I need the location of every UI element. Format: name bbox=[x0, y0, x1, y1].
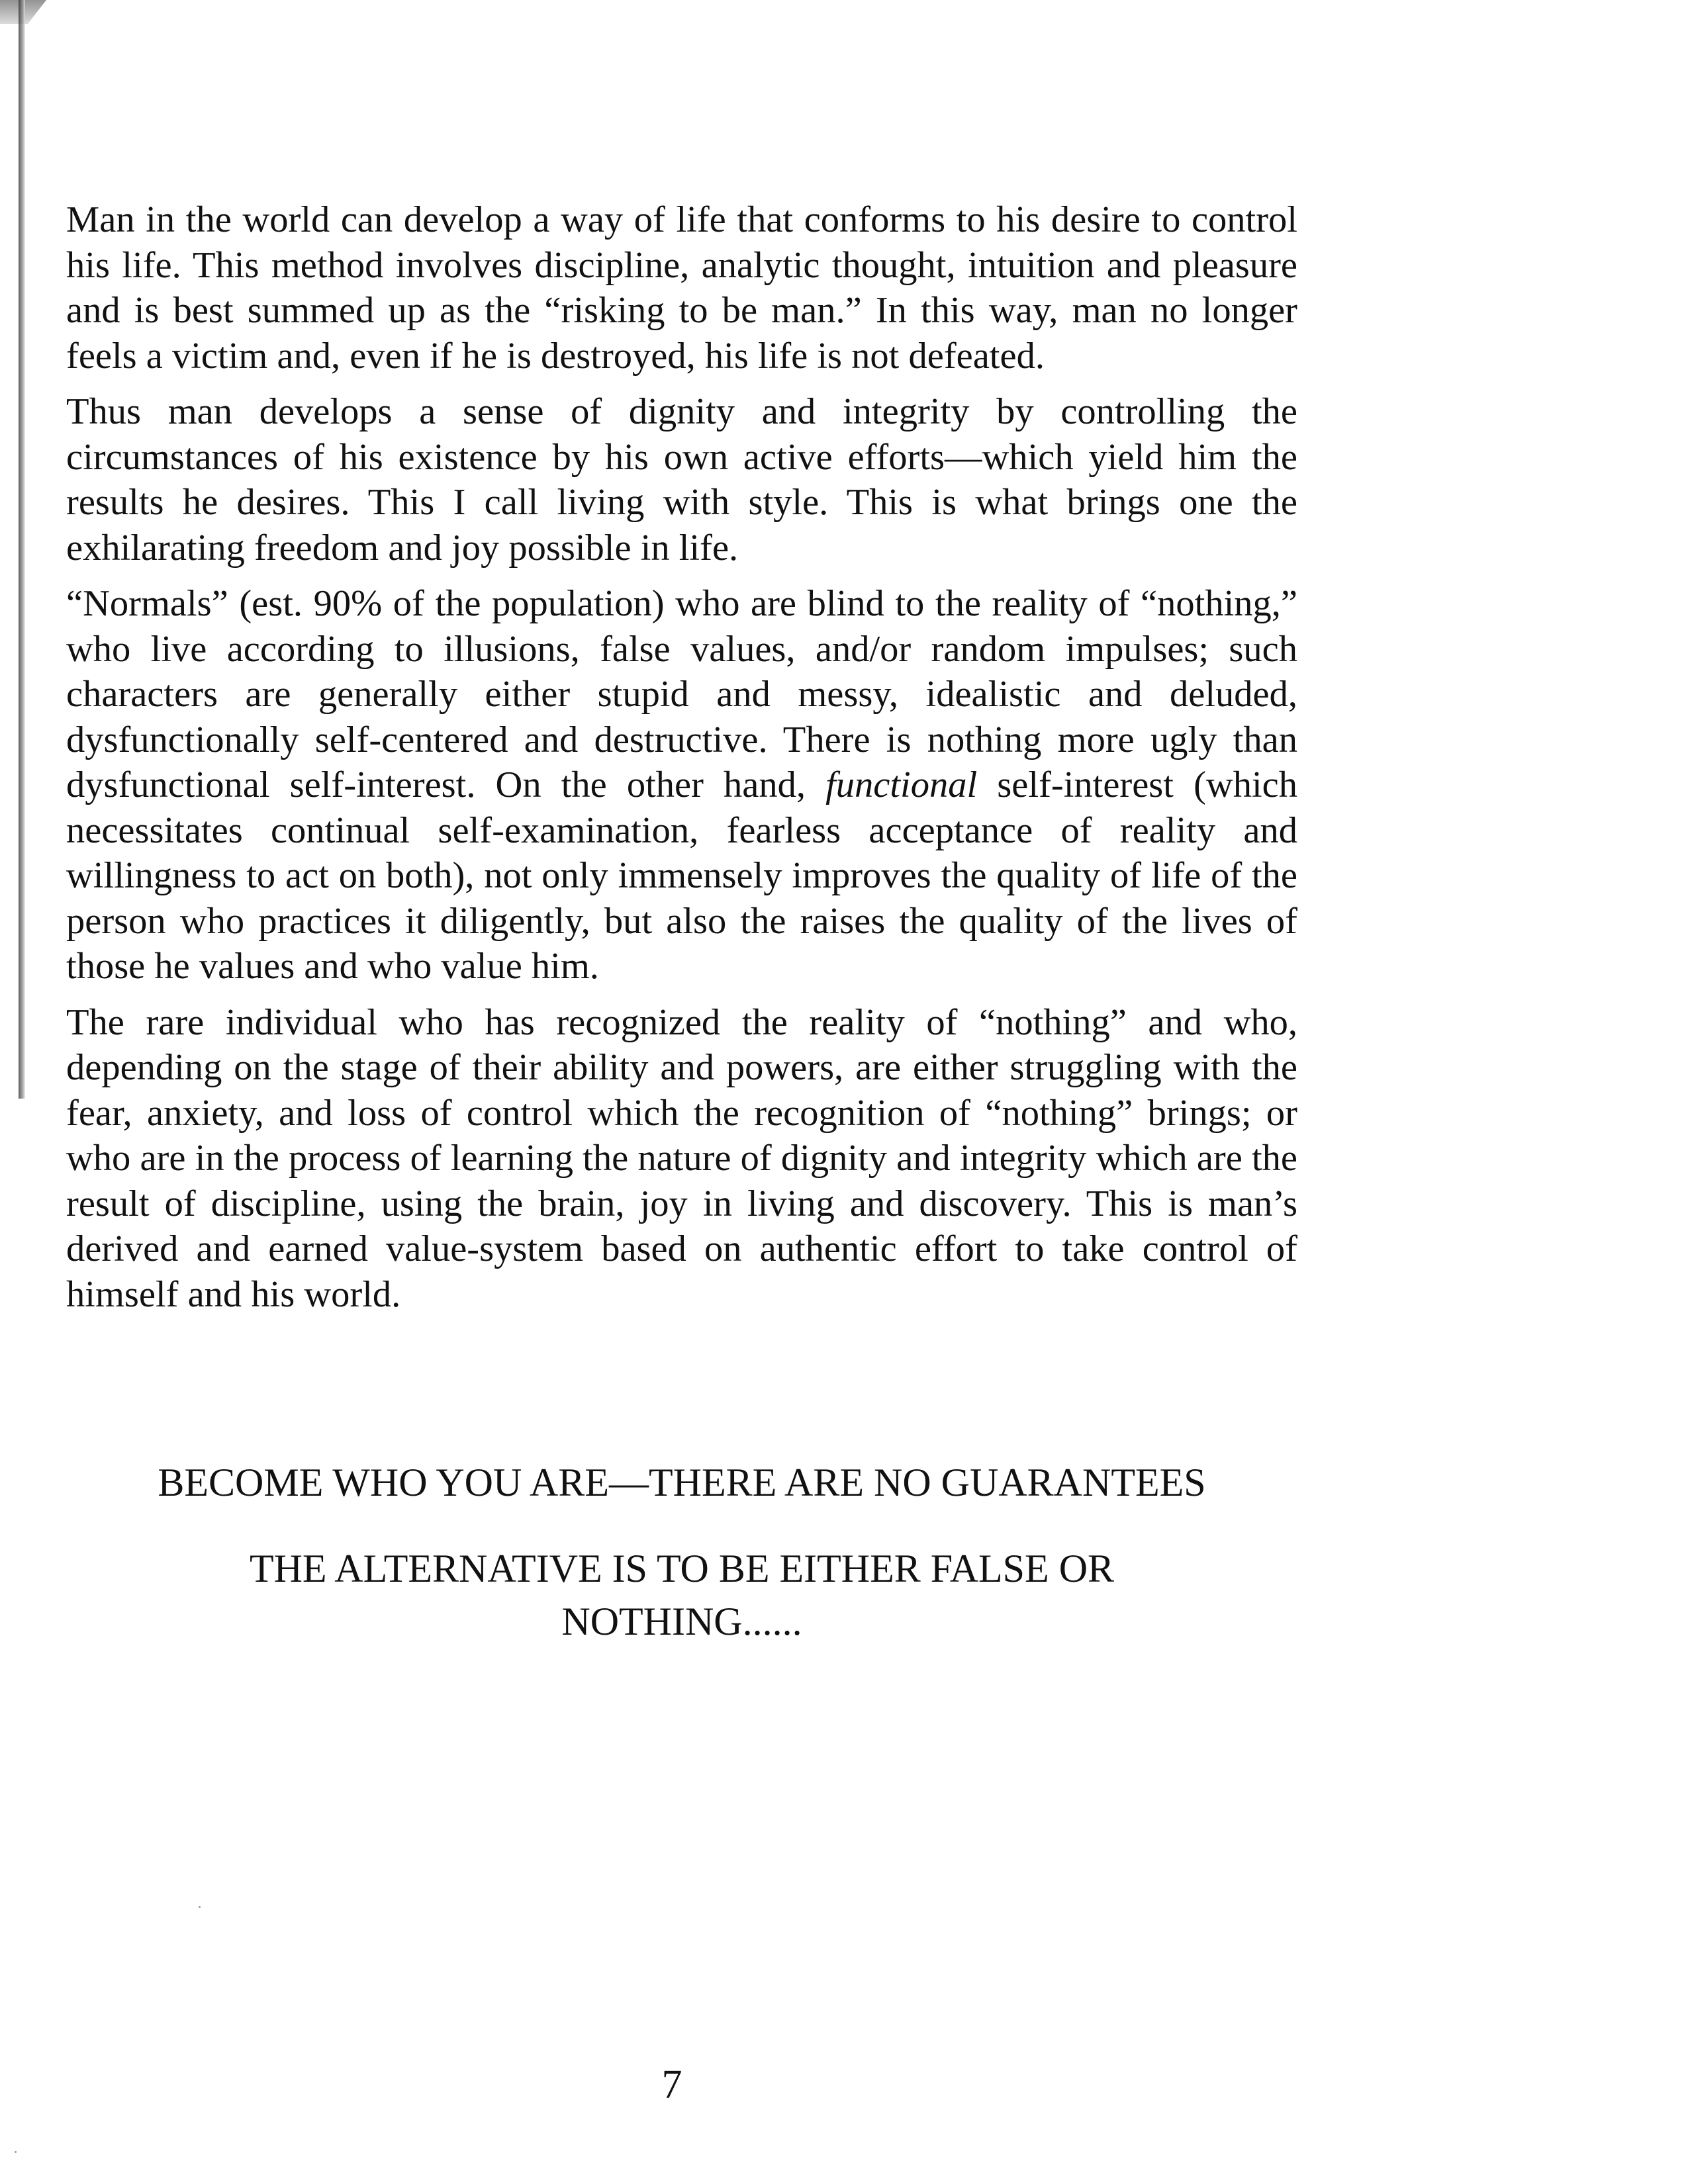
paragraph-1: Man in the world can develop a way of life that conforms to his desire to control his life. This method involves discipline, analytic thought, intuition and pleasure and is best summed up as the “risking to be man.” In this way, man no longer feels a victim and, even if he is destroyed, his life is not defeated. bbox=[66, 199, 1297, 377]
scan-binding-edge bbox=[19, 0, 25, 1099]
body-text bbox=[66, 197, 1297, 1328]
slogan-line-2: THE ALTERNATIVE IS TO BE EITHER FALSE OR NOTHING...... bbox=[249, 1547, 1115, 1643]
paragraph-3-before: “Normals” (est. 90% of the population) who are blind to the reality of “nothing,” who live according to illusions, false values, and/or random impulses; such characters are generally either stupid and messy, idealistic and deluded, dysfunctionally self-centered and destructive. There is nothing more ugly than dysfunctional self-interest. On the other hand, bbox=[66, 583, 1297, 805]
paragraph-4: The rare individual who has recognized the reality of “nothing” and who, depending on the stage of their ability and powers, are either struggling with the fear, anxiety, and loss of control which the recognition of “nothing” brings; or who are in the process of learning the nature of dignity and integrity which are the result of discipline, using the brain, joy in living and discovery. This is man’s derived and earned value-system based on authentic effort to take control of himself and his world. bbox=[66, 1001, 1297, 1315]
closing-slogans bbox=[66, 1456, 1297, 1648]
page-number: 7 bbox=[661, 2062, 682, 2107]
paragraph-3-emphasis: functional bbox=[825, 764, 978, 805]
paragraph-2: Thus man develops a sense of dignity and integrity by controlling the circumstances of his existence by his own active efforts—which yield him the results he desires. This I call living with style. This is what brings one the exhilarating freedom and joy possible in life. bbox=[66, 391, 1297, 569]
scan-speck bbox=[15, 2151, 17, 2153]
paragraph-3-after: self-interest (which necessitates continual self-examination, fearless acceptance of reality and willingness to act on both), not only immensely improves the quality of life of the person who practices it diligently, but also the raises the quality of the lives of those he values and who value him. bbox=[66, 764, 1297, 987]
slogan-line-1: BECOME WHO YOU ARE—THERE ARE NO GUARANTEES bbox=[158, 1461, 1206, 1504]
scan-speck bbox=[199, 1906, 201, 1908]
paragraph-3 bbox=[66, 581, 1297, 989]
